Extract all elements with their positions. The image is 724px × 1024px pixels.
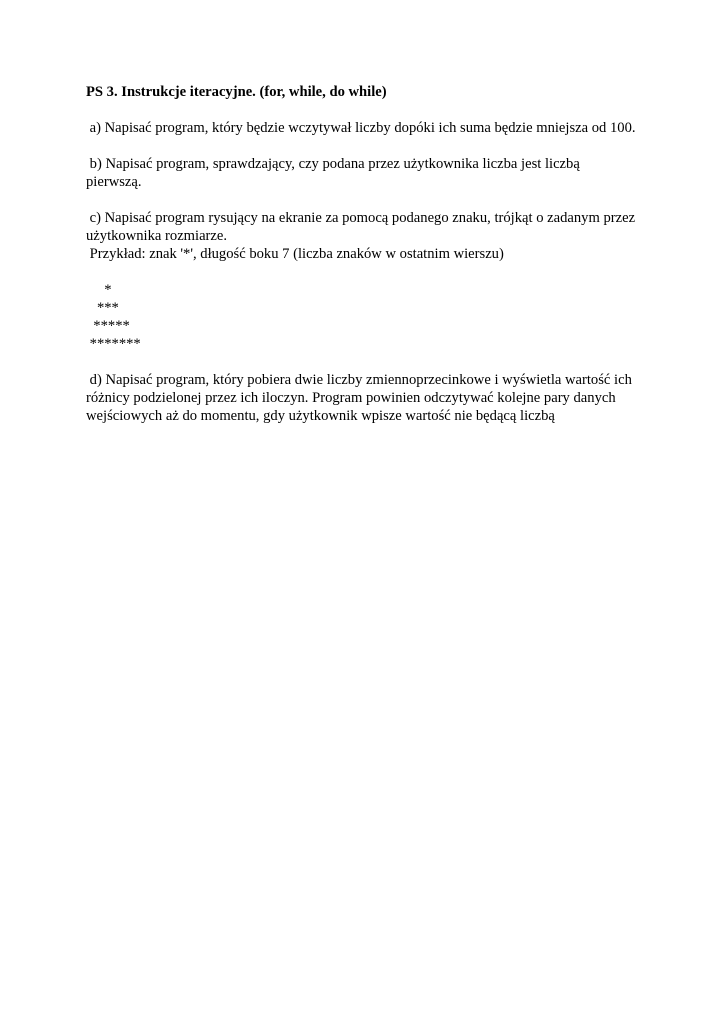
- task-d-line-1: d) Napisać program, który pobiera dwie liczby zmiennoprzecinkowe i wyświetla wartość ich: [86, 372, 632, 388]
- document-page: [86, 83, 646, 443]
- triangle-row: *******: [86, 336, 141, 352]
- triangle-row: *****: [86, 318, 130, 334]
- task-b-line-2: pierwszą.: [86, 174, 142, 190]
- task-b: [86, 155, 646, 191]
- task-d-line-3: wejściowych aż do momentu, gdy użytkownik wpisze wartość nie będącą liczbą: [86, 408, 555, 424]
- task-c-line-2: użytkownika rozmiarze.: [86, 228, 228, 244]
- document-title: PS 3. Instrukcje iteracyjne. (for, while, do while): [86, 84, 387, 100]
- task-c-line-1: c) Napisać program rysujący na ekranie za pomocą podanego znaku, trójkąt o zadanym przez: [86, 210, 636, 226]
- task-b-line-1: b) Napisać program, sprawdzający, czy podana przez użytkownika liczba jest liczbą: [86, 156, 580, 172]
- task-a-text: a) Napisać program, który będzie wczytywał liczby dopóki ich suma będzie mniejsza od 100.: [86, 120, 636, 136]
- triangle-example: [86, 281, 646, 353]
- triangle-row: *: [86, 282, 112, 298]
- task-d: [86, 371, 646, 425]
- task-c-example: Przykład: znak '*', długość boku 7 (liczba znaków w ostatnim wierszu): [86, 246, 504, 262]
- task-c: [86, 209, 646, 263]
- task-d-line-2: różnicy podzielonej przez ich iloczyn. Program powinien odczytywać kolejne pary danych: [86, 390, 616, 406]
- task-a: [86, 119, 646, 137]
- triangle-row: ***: [86, 300, 119, 316]
